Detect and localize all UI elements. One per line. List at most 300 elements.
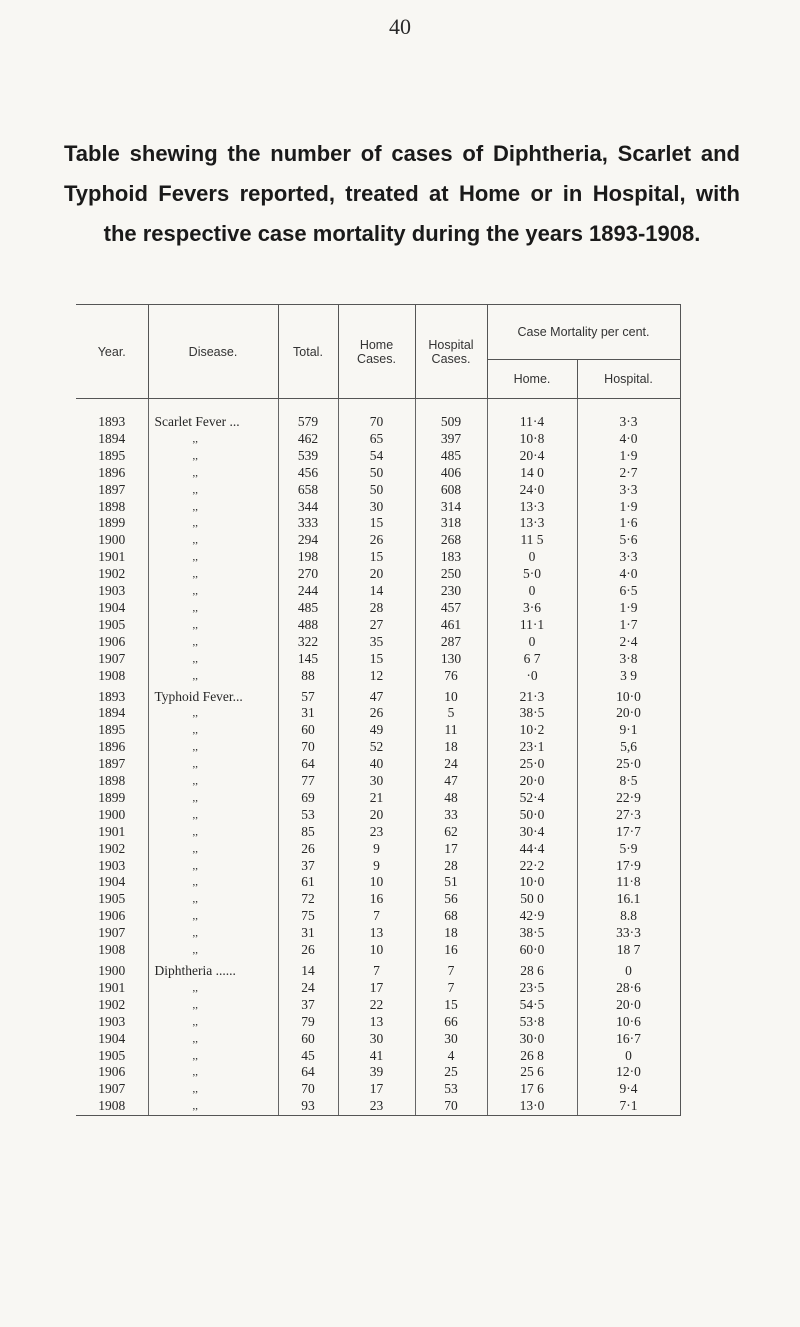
- cell-total: 88: [278, 668, 338, 685]
- cell-hospital-cases: 457: [415, 600, 487, 617]
- cell-hospital-cases: 28: [415, 858, 487, 875]
- cell-mortality-home: 28 6: [487, 959, 577, 980]
- cell-disease: ,,: [148, 739, 278, 756]
- table-row: [76, 790, 680, 807]
- table-row: [76, 634, 680, 651]
- cell-home-cases: 21: [338, 790, 415, 807]
- cell-hospital-cases: 76: [415, 668, 487, 685]
- cell-mortality-home: 23·5: [487, 980, 577, 997]
- cell-year: 1908: [76, 1098, 148, 1115]
- cell-year: 1898: [98, 773, 126, 789]
- cell-total: 64: [278, 1064, 338, 1081]
- table-row: [76, 414, 680, 431]
- cell-mortality-hospital: 25·0: [577, 756, 680, 773]
- cell-hospital-cases: 11: [415, 722, 487, 739]
- cell-year: 1906: [98, 908, 126, 924]
- cell-year: 1903: [98, 857, 126, 873]
- table-row: [76, 566, 680, 583]
- cell-hospital-cases: 25: [415, 1064, 487, 1081]
- cell-disease: ,,: [148, 1098, 278, 1115]
- table-row: [76, 1048, 680, 1065]
- cell-mortality-home: 5·0: [487, 566, 577, 583]
- cell-year: 1899: [98, 789, 126, 805]
- cell-total: 244: [278, 583, 338, 600]
- table-row: [76, 448, 680, 465]
- cell-disease: ,,: [148, 942, 278, 959]
- cell-home-cases: 39: [338, 1064, 415, 1081]
- cell-mortality-hospital: 3·8: [577, 651, 680, 668]
- cell-year: 1893: [98, 688, 126, 704]
- cell-mortality-hospital: 16·7: [577, 1031, 680, 1048]
- cell-total: 31: [278, 925, 338, 942]
- cell-hospital-cases: 62: [415, 824, 487, 841]
- cell-disease: ,,: [148, 651, 278, 668]
- cell-mortality-hospital: 7·1: [577, 1098, 680, 1115]
- cell-year: 1901: [98, 549, 126, 565]
- cell-disease: ,,: [148, 841, 278, 858]
- cell-disease: ,,: [148, 705, 278, 722]
- cell-hospital-cases: 24: [415, 756, 487, 773]
- cell-hospital-cases: 287: [415, 634, 487, 651]
- cell-hospital-cases: 48: [415, 790, 487, 807]
- cell-hospital-cases: 10: [415, 685, 487, 706]
- cell-total: 70: [278, 1081, 338, 1098]
- cell-home-cases: 50: [338, 465, 415, 482]
- cell-total: 539: [278, 448, 338, 465]
- table-row: [76, 465, 680, 482]
- cell-mortality-hospital: 0: [577, 959, 680, 980]
- cell-hospital-cases: 15: [415, 997, 487, 1014]
- table-row: [76, 431, 680, 448]
- cell-home-cases: 13: [338, 925, 415, 942]
- cell-disease: Diphtheria ......: [148, 959, 278, 980]
- header-hospital-cases: Hospital Cases.: [415, 305, 487, 399]
- cell-total: 64: [278, 756, 338, 773]
- cell-home-cases: 9: [338, 841, 415, 858]
- table-row: [76, 959, 680, 980]
- cell-disease: Typhoid Fever...: [148, 685, 278, 706]
- cell-hospital-cases: 33: [415, 807, 487, 824]
- cell-mortality-home: 38·5: [487, 705, 577, 722]
- cell-hospital-cases: 17: [415, 841, 487, 858]
- cell-mortality-home: 10·2: [487, 722, 577, 739]
- cell-disease: ,,: [148, 1064, 278, 1081]
- cell-mortality-home: 21·3: [487, 685, 577, 706]
- cell-disease: ,,: [148, 1031, 278, 1048]
- cell-hospital-cases: 18: [415, 925, 487, 942]
- cell-year: 1903: [98, 1013, 126, 1029]
- cell-mortality-home: 24·0: [487, 482, 577, 499]
- table-row: [76, 824, 680, 841]
- table-row: [76, 908, 680, 925]
- cell-mortality-hospital: 1·6: [577, 515, 680, 532]
- cell-year: 1905: [98, 616, 126, 632]
- cell-year: 1907: [98, 1081, 126, 1097]
- table-row: [76, 668, 680, 685]
- cell-total: 198: [278, 549, 338, 566]
- cell-mortality-hospital: 1·9: [577, 499, 680, 516]
- cell-year: 1907: [98, 925, 126, 941]
- cell-hospital-cases: 30: [415, 1031, 487, 1048]
- table-row: [76, 858, 680, 875]
- cell-total: 14: [278, 959, 338, 980]
- cell-total: 75: [278, 908, 338, 925]
- cell-year: 1900: [98, 806, 126, 822]
- table-row: [76, 980, 680, 997]
- table-row: [76, 1031, 680, 1048]
- cell-disease: ,,: [148, 515, 278, 532]
- cell-mortality-hospital: 18 7: [577, 942, 680, 959]
- cell-home-cases: 26: [338, 705, 415, 722]
- table-row: [76, 1014, 680, 1031]
- header-disease: Disease.: [148, 305, 278, 399]
- cell-hospital-cases: 230: [415, 583, 487, 600]
- cell-home-cases: 30: [338, 1031, 415, 1048]
- cell-home-cases: 15: [338, 651, 415, 668]
- cell-home-cases: 30: [338, 499, 415, 516]
- cell-home-cases: 47: [338, 685, 415, 706]
- table-body: [76, 399, 680, 1116]
- cell-disease: ,,: [148, 722, 278, 739]
- cell-mortality-home: 17 6: [487, 1081, 577, 1098]
- table-row: [76, 583, 680, 600]
- cell-total: 31: [278, 705, 338, 722]
- cell-home-cases: 54: [338, 448, 415, 465]
- cell-hospital-cases: 130: [415, 651, 487, 668]
- table-row: [76, 515, 680, 532]
- cell-mortality-home: 0: [487, 634, 577, 651]
- cell-year: 1901: [98, 979, 126, 995]
- table-row: [76, 942, 680, 959]
- cell-total: 322: [278, 634, 338, 651]
- spacer-cell: [415, 399, 487, 415]
- cell-home-cases: 15: [338, 515, 415, 532]
- cell-total: 333: [278, 515, 338, 532]
- cell-total: 85: [278, 824, 338, 841]
- cell-home-cases: 70: [338, 414, 415, 431]
- cell-mortality-home: 13·3: [487, 499, 577, 516]
- cell-mortality-home: 50 0: [487, 891, 577, 908]
- table-row: [76, 1098, 680, 1115]
- cell-home-cases: 7: [338, 959, 415, 980]
- cell-mortality-hospital: 16.1: [577, 891, 680, 908]
- table-row: [76, 841, 680, 858]
- cell-total: 26: [278, 841, 338, 858]
- cell-disease: ,,: [148, 891, 278, 908]
- mortality-table: [76, 304, 680, 1116]
- cell-mortality-home: 11 5: [487, 532, 577, 549]
- cell-total: 456: [278, 465, 338, 482]
- cell-total: 77: [278, 773, 338, 790]
- cell-year: 1894: [98, 705, 126, 721]
- cell-home-cases: 15: [338, 549, 415, 566]
- cell-total: 72: [278, 891, 338, 908]
- table-row: [76, 532, 680, 549]
- cell-hospital-cases: 318: [415, 515, 487, 532]
- cell-disease: ,,: [148, 790, 278, 807]
- cell-total: 37: [278, 858, 338, 875]
- cell-year: 1897: [98, 756, 126, 772]
- cell-mortality-hospital: 0: [577, 1048, 680, 1065]
- cell-home-cases: 22: [338, 997, 415, 1014]
- cell-year: 1902: [98, 996, 126, 1012]
- cell-mortality-hospital: 33·3: [577, 925, 680, 942]
- cell-total: 45: [278, 1048, 338, 1065]
- cell-home-cases: 28: [338, 600, 415, 617]
- table-row: [76, 549, 680, 566]
- cell-mortality-hospital: 17·7: [577, 824, 680, 841]
- cell-total: 24: [278, 980, 338, 997]
- cell-home-cases: 50: [338, 482, 415, 499]
- cell-year: 1904: [98, 1030, 126, 1046]
- cell-mortality-home: 0: [487, 549, 577, 566]
- cell-hospital-cases: 47: [415, 773, 487, 790]
- cell-hospital-cases: 16: [415, 942, 487, 959]
- spacer-cell: [148, 399, 278, 415]
- header-mortality-home: Home.: [487, 360, 577, 399]
- cell-year: 1904: [98, 599, 126, 615]
- cell-year: 1893: [98, 414, 126, 429]
- cell-disease: ,,: [148, 465, 278, 482]
- cell-home-cases: 9: [338, 858, 415, 875]
- cell-disease: ,,: [148, 824, 278, 841]
- table-row: [76, 997, 680, 1014]
- cell-mortality-hospital: 3·3: [577, 414, 680, 431]
- cell-hospital-cases: 509: [415, 414, 487, 431]
- cell-year: 1906: [98, 633, 126, 649]
- cell-mortality-home: 13·3: [487, 515, 577, 532]
- cell-disease: ,,: [148, 482, 278, 499]
- cell-mortality-hospital: 20·0: [577, 997, 680, 1014]
- cell-year: 1895: [98, 447, 126, 463]
- cell-mortality-home: 60·0: [487, 942, 577, 959]
- cell-total: 658: [278, 482, 338, 499]
- cell-disease: ,,: [148, 634, 278, 651]
- cell-mortality-home: 44·4: [487, 841, 577, 858]
- cell-total: 70: [278, 739, 338, 756]
- cell-mortality-hospital: 4·0: [577, 431, 680, 448]
- cell-hospital-cases: 397: [415, 431, 487, 448]
- cell-disease: ,,: [148, 997, 278, 1014]
- cell-mortality-home: 23·1: [487, 739, 577, 756]
- cell-year: 1902: [98, 566, 126, 582]
- cell-year: 1904: [98, 874, 126, 890]
- cell-mortality-home: ·0: [487, 668, 577, 685]
- cell-disease: ,,: [148, 1048, 278, 1065]
- cell-home-cases: 17: [338, 980, 415, 997]
- cell-disease: ,,: [148, 668, 278, 685]
- header-mortality-hospital: Hospital.: [577, 360, 680, 399]
- cell-hospital-cases: 53: [415, 1081, 487, 1098]
- cell-mortality-home: 20·4: [487, 448, 577, 465]
- cell-home-cases: 52: [338, 739, 415, 756]
- cell-hospital-cases: 183: [415, 549, 487, 566]
- cell-year: 1896: [98, 739, 126, 755]
- cell-home-cases: 17: [338, 1081, 415, 1098]
- table-row: [76, 482, 680, 499]
- cell-mortality-home: 10·0: [487, 874, 577, 891]
- cell-total: 37: [278, 997, 338, 1014]
- cell-mortality-hospital: 5,6: [577, 739, 680, 756]
- table-row: [76, 600, 680, 617]
- cell-total: 488: [278, 617, 338, 634]
- table-row: [76, 807, 680, 824]
- table-row: [76, 891, 680, 908]
- cell-mortality-hospital: 9·4: [577, 1081, 680, 1098]
- cell-total: 579: [278, 414, 338, 431]
- cell-mortality-hospital: 20·0: [577, 705, 680, 722]
- table-row: [76, 739, 680, 756]
- cell-mortality-home: 50·0: [487, 807, 577, 824]
- cell-mortality-home: 11·4: [487, 414, 577, 431]
- cell-home-cases: 41: [338, 1048, 415, 1065]
- cell-mortality-hospital: 27·3: [577, 807, 680, 824]
- cell-year: 1896: [98, 464, 126, 480]
- cell-total: 270: [278, 566, 338, 583]
- cell-hospital-cases: 51: [415, 874, 487, 891]
- cell-mortality-home: 30·4: [487, 824, 577, 841]
- spacer-cell: [577, 399, 680, 415]
- cell-total: 145: [278, 651, 338, 668]
- cell-disease: ,,: [148, 807, 278, 824]
- cell-year: 1907: [98, 650, 126, 666]
- spacer-cell: [278, 399, 338, 415]
- cell-hospital-cases: 608: [415, 482, 487, 499]
- cell-total: 26: [278, 942, 338, 959]
- cell-hospital-cases: 314: [415, 499, 487, 516]
- cell-home-cases: 23: [338, 1098, 415, 1115]
- cell-year: 1897: [98, 481, 126, 497]
- cell-mortality-home: 13·0: [487, 1098, 577, 1115]
- cell-disease: ,,: [148, 566, 278, 583]
- cell-home-cases: 20: [338, 807, 415, 824]
- cell-total: 462: [278, 431, 338, 448]
- cell-hospital-cases: 68: [415, 908, 487, 925]
- cell-disease: ,,: [148, 549, 278, 566]
- cell-mortality-home: 54·5: [487, 997, 577, 1014]
- cell-year: 1908: [98, 667, 126, 683]
- page-title: Table shewing the number of cases of Diphtheria, Scarlet and Typhoid Fevers reported, treated at Home or in Hospital, with the respective case mortality during the years 1893-1908.: [64, 141, 740, 246]
- cell-mortality-hospital: 1·9: [577, 600, 680, 617]
- cell-disease: ,,: [148, 980, 278, 997]
- cell-year: 1900: [98, 963, 126, 978]
- table-row: [76, 756, 680, 773]
- cell-mortality-hospital: 22·9: [577, 790, 680, 807]
- cell-disease: ,,: [148, 583, 278, 600]
- cell-mortality-home: 22·2: [487, 858, 577, 875]
- table-row: [76, 705, 680, 722]
- cell-mortality-hospital: 8·5: [577, 773, 680, 790]
- cell-year: 1894: [98, 430, 126, 446]
- cell-total: 294: [278, 532, 338, 549]
- table-row: [76, 685, 680, 706]
- cell-home-cases: 10: [338, 874, 415, 891]
- cell-total: 93: [278, 1098, 338, 1115]
- cell-disease: Scarlet Fever ...: [148, 414, 278, 431]
- table-row: [76, 1064, 680, 1081]
- cell-mortality-hospital: 3·3: [577, 549, 680, 566]
- cell-total: 485: [278, 600, 338, 617]
- cell-home-cases: 40: [338, 756, 415, 773]
- cell-hospital-cases: 7: [415, 980, 487, 997]
- cell-year: 1898: [98, 498, 126, 514]
- cell-mortality-home: 10·8: [487, 431, 577, 448]
- cell-disease: ,,: [148, 773, 278, 790]
- table-row: [76, 617, 680, 634]
- cell-mortality-hospital: 12·0: [577, 1064, 680, 1081]
- cell-disease: ,,: [148, 874, 278, 891]
- cell-hospital-cases: 5: [415, 705, 487, 722]
- cell-total: 344: [278, 499, 338, 516]
- cell-disease: ,,: [148, 448, 278, 465]
- cell-home-cases: 23: [338, 824, 415, 841]
- table-row: [76, 925, 680, 942]
- cell-disease: ,,: [148, 431, 278, 448]
- cell-mortality-hospital: 6·5: [577, 583, 680, 600]
- cell-mortality-hospital: 17·9: [577, 858, 680, 875]
- cell-home-cases: 27: [338, 617, 415, 634]
- cell-year: 1905: [98, 1047, 126, 1063]
- spacer-cell: [76, 399, 148, 415]
- cell-hospital-cases: 18: [415, 739, 487, 756]
- cell-mortality-hospital: 2·4: [577, 634, 680, 651]
- cell-mortality-home: 11·1: [487, 617, 577, 634]
- cell-hospital-cases: 250: [415, 566, 487, 583]
- cell-disease: ,,: [148, 1081, 278, 1098]
- cell-mortality-hospital: 10·0: [577, 685, 680, 706]
- cell-mortality-home: 52·4: [487, 790, 577, 807]
- header-year: Year.: [76, 305, 148, 399]
- cell-mortality-home: 25 6: [487, 1064, 577, 1081]
- cell-mortality-hospital: 3·3: [577, 482, 680, 499]
- cell-disease: ,,: [148, 858, 278, 875]
- cell-year: 1899: [98, 515, 126, 531]
- cell-hospital-cases: 70: [415, 1098, 487, 1115]
- cell-mortality-hospital: 9·1: [577, 722, 680, 739]
- spacer-cell: [338, 399, 415, 415]
- cell-mortality-home: 0: [487, 583, 577, 600]
- cell-year: 1895: [98, 722, 126, 738]
- cell-year: 1902: [98, 840, 126, 856]
- cell-mortality-hospital: 1·9: [577, 448, 680, 465]
- cell-mortality-hospital: 8.8: [577, 908, 680, 925]
- cell-total: 79: [278, 1014, 338, 1031]
- cell-mortality-home: 20·0: [487, 773, 577, 790]
- cell-home-cases: 26: [338, 532, 415, 549]
- cell-mortality-home: 14 0: [487, 465, 577, 482]
- cell-total: 69: [278, 790, 338, 807]
- table-row: [76, 651, 680, 668]
- cell-home-cases: 7: [338, 908, 415, 925]
- cell-disease: ,,: [148, 756, 278, 773]
- cell-mortality-home: 6 7: [487, 651, 577, 668]
- cell-mortality-hospital: 2·7: [577, 465, 680, 482]
- cell-mortality-hospital: 4·0: [577, 566, 680, 583]
- cell-disease: ,,: [148, 600, 278, 617]
- cell-home-cases: 30: [338, 773, 415, 790]
- cell-hospital-cases: 66: [415, 1014, 487, 1031]
- cell-mortality-hospital: 5·6: [577, 532, 680, 549]
- cell-hospital-cases: 7: [415, 959, 487, 980]
- cell-mortality-hospital: 5·9: [577, 841, 680, 858]
- table-row: [76, 1081, 680, 1098]
- cell-year: 1903: [98, 583, 126, 599]
- cell-year: 1905: [98, 891, 126, 907]
- cell-hospital-cases: 461: [415, 617, 487, 634]
- cell-home-cases: 12: [338, 668, 415, 685]
- cell-disease: ,,: [148, 925, 278, 942]
- spacer-cell: [487, 399, 577, 415]
